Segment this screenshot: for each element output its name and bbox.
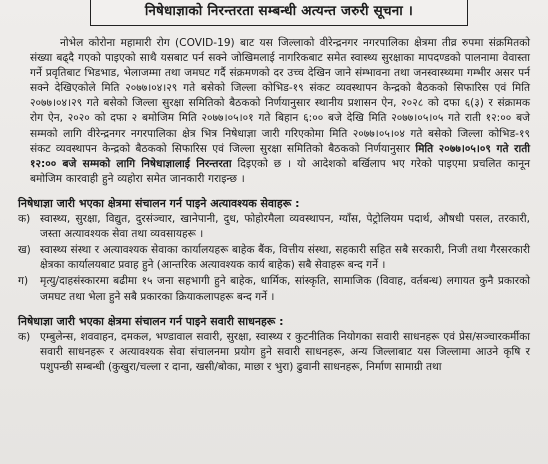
notice-title: निषेधाज्ञाको निरन्तरता सम्बन्धी अत्यन्त जरुरी सूचना । [144,3,414,19]
list-item [18,243,530,273]
list-item [18,212,530,242]
section-vehicles-heading: निषेधाज्ञा जारी भएका क्षेत्रमा संचालन गर्न पाइने सवारी साधनहरू : [18,314,284,328]
list-item-text: स्वास्थ्य, सुरक्षा, विद्युत, दुरसंञ्चार, खानेपानी, दुध, फोहोरमैला व्यवस्थापन, ग्याँस, पेट्रोलियम पदार्थ, औषधी पसल, तरकारी, जस्ता अत्यावश्यक सेवा तथा व्यवसायहरू । [40,213,530,241]
vehicles-list [18,330,530,375]
list-item [18,330,530,375]
notice-body [18,36,530,376]
list-item-text: मृत्यु/दाहसंस्कारमा बढीमा १५ जना सहभागी हुने बाहेक, धार्मिक, सांस्कृति, सामाजिक (विवाह, वर्तबन्ध) लगायत कुनै प्रकारको जमघट तथा भेला हुने सबै प्रकारका क्रियाकलापहरू बन्द गर्ने । [40,275,530,303]
intro-text-2: दिइएको छ । यो आदेशको बर्खिलाप भए गरेको पाइएमा प्रचलित कानून बमोजिम कारवाही हुने व्यहोरा समेत जानकारी गराइन्छ । [30,157,530,185]
list-marker: ख) [18,244,31,257]
list-item-text: एम्बुलेन्स, शववाहन, दमकल, भण्डावाल सवारी, सुरक्षा, स्वास्थ्य र कुटनीतिक नियोगका सवारी साधनहरू एवं प्रेस/सञ्चारकर्मीका सवारी साधनहरू र अत्यावश्यक सेवा संचालनमा प्रयोग हुने सवारी साधनहरू, अन्य जिल्लाबाट यस जिल्लामा आउने कृषि र पशुपन्छी सम्बन्धी (कुखुरा/चल्ला र दाना, खसी/बोका, माछा र भुरा) ढुवानी साधनहरू, निर्माण सामाग्री तथा [40,330,530,373]
list-item [18,274,530,304]
list-marker: ग) [18,275,29,288]
essential-services-list [18,212,530,305]
list-marker: क) [18,330,31,343]
section-essential-services-heading: निषेधाज्ञा जारी भएका क्षेत्रमा संचालन गर्न पाइने अत्यावश्यक सेवाहरू : [18,196,300,210]
intro-text-1: नोभेल कोरोना महामारी रोग (COVID-19) बाट यस जिल्लाको वीरेन्द्रनगर नगरपालिका क्षेत्रमा तीव्र रुपमा संक्रमितको संख्या बढ्दै गएको पाइएको साथै यसबाट पर्न सक्ने जोखिमलाई नागरिकबाट समेत स्वास्थ्य सुरक्षाका मापदण्डको पालनामा वेवास्ता गर्ने प्रवृतिबाट भिडभाड, भेलाजम्मा तथा जमघट गर्दै संक्रमणको दर उच्च देखिन जाने संम्भावना तथा जनस्वास्थ्यमा गम्भीर असर पर्न सक्ने देखिएकोले मिति २०७७।०४।२९ गते बसेको जिल्ला कोभिड-१९ संकट व्यवस्थापन केन्द्रको बैठकको सिफारिस एवं मिति २०७७।०४।२९ गते बसेको जिल्ला सुरक्षा समितिको बैठकको निर्णयानुसार स्थानीय प्रशासन ऐन, २०२८ को दफा ६(३) र संक्रामक रोग ऐन, २०२० को दफा २ बमोजिम मिति २०७७।०५।०१ गते बिहान ६:०० बजे देखि मिति २०७७।०५।०५ गते राती १२:०० बजे सम्मको लागि वीरेन्द्रनगर नगरपालिका क्षेत्र भित्र निषेधाज्ञा जारी गरिएकोमा मिति २०७७।०५।०४ गते बसेको जिल्ला कोभिड-१९ संकट व्यवस्थापन केन्द्रको बैठकको सिफारिस एवं जिल्ला सुरक्षा समितिको बैठकको निर्णयानुसार [30,37,530,155]
title-box [90,0,468,26]
intro-bold-text: मिति २०७७।०५।०९ गते राती १२:०० बजे सम्मको लागि निषेधाज्ञालाई निरन्तरता [30,142,530,170]
list-marker: क) [18,213,31,226]
intro-paragraph [30,36,530,187]
list-item-text: स्वास्थ्य संस्था र अत्यावश्यक सेवाका कार्यालयहरू बाहेक बैंक, वित्तीय संस्था, सहकारी सहित सबै सरकारी, निजी तथा गैरसरकारी क्षेत्रका कार्यालयबाट प्रवाह हुने (आन्तरिक अत्यावश्यक कार्य बाहेक) सबै सेवाहरू बन्द गर्ने । [40,244,530,272]
